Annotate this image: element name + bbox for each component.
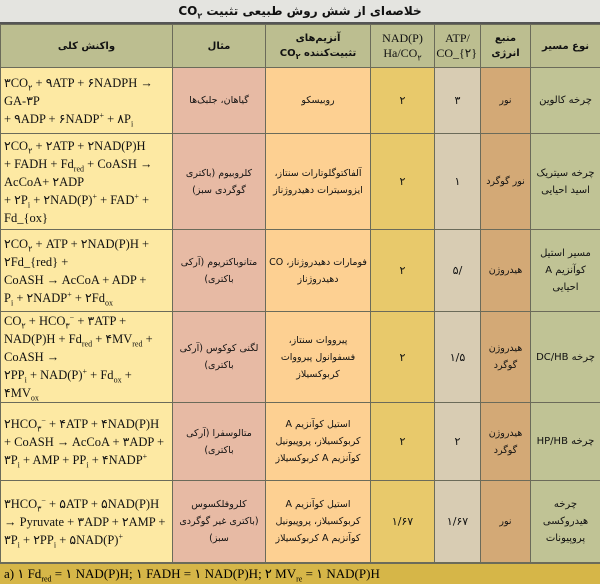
cell-energy: هیدروژن گوگرد: [481, 312, 531, 403]
cell-enzymes: فومارات دهیدروژناز، CO دهیدروژناز: [266, 230, 371, 312]
cell-example: گیاهان، جلبک‌ها: [173, 68, 266, 134]
reaction-line: $۳P_i$ + AMP + $PP_i$ + ۴NADP+: [4, 451, 148, 469]
header-enzymes: آنزیم‌های تثبیت‌کننده $CO_۲$: [266, 25, 371, 68]
cell-path: مسیر استیل کوآنزیم A احیایی: [531, 230, 600, 312]
cell-nad: ۲: [371, 68, 435, 134]
reaction-line: Fd_{ox}: [4, 210, 48, 225]
cell-reaction: [1, 481, 173, 563]
table-row: [1, 134, 600, 230]
reaction-line: $P_i$ + ۲NADP+ + $۲Fd_{ox}$: [4, 289, 113, 307]
cell-reaction: [1, 230, 173, 312]
cell-enzymes: روبیسکو: [266, 68, 371, 134]
cell-enzymes: استیل کوآنزیم A کربوکسیلاز، پروپیونیل کوآنزیم A کربوکسیلاز: [266, 481, 371, 563]
header-reaction: واکنش کلی: [1, 25, 173, 68]
cell-example: کلروفلکسوس (باکتری غیر گوگردی سبز): [173, 481, 266, 563]
cell-nad: ۱/۶۷: [371, 481, 435, 563]
reaction-line: $۲CO_۲$ + ATP + ۲NAD(P)H +: [4, 236, 150, 253]
cell-atp: ۱/۵: [435, 312, 481, 403]
reaction-line: $۲HCO_۳^-$ + ۴ATP + ۴NAD(P)H: [4, 415, 160, 433]
cell-reaction: [1, 312, 173, 403]
cell-example: متانوباکتریوم (آرکی باکتری): [173, 230, 266, 312]
cell-enzymes: پیرووات سنتاز، فسفوانول پیرووات کربوکسیلاز: [266, 312, 371, 403]
cell-path: چرخه هیدروکسی پروپیونات: [531, 481, 600, 563]
cell-nad: ۲: [371, 134, 435, 230]
header-path: نوع مسیر: [531, 25, 600, 68]
reaction-line: $۳CO_۲$ + ۹ATP + ۶NADPH →: [4, 75, 153, 92]
cell-energy: هیدروژن: [481, 230, 531, 312]
cell-reaction: [1, 68, 173, 134]
reaction-line: $۳P_i$ + $۲PP_i$ + ۵NAD(P)+: [4, 531, 123, 549]
cell-atp: ۳: [435, 68, 481, 134]
cell-example: متالوسفرا (آرکی باکتری): [173, 403, 266, 481]
cell-atp: ۱: [435, 134, 481, 230]
reaction-line: + CoASH → AcCoA + ۳ADP +: [4, 434, 165, 449]
cell-nad: ۲: [371, 403, 435, 481]
table-row: [1, 403, 600, 481]
reaction-line: GA-۳P: [4, 93, 40, 108]
cell-example: کلروبیوم (باکتری گوگردی سبز): [173, 134, 266, 230]
table-row: [1, 481, 600, 563]
reaction-line: → Pyruvate + ۳ADP + ۲AMP +: [4, 514, 166, 529]
cell-energy: نور: [481, 481, 531, 563]
header-example: مثال: [173, 25, 266, 68]
cell-reaction: [1, 403, 173, 481]
header-energy: منبع انرژی: [481, 25, 531, 68]
cell-nad: ۲: [371, 312, 435, 403]
cell-reaction: [1, 134, 173, 230]
cell-energy: نور گوگرد: [481, 134, 531, 230]
reaction-line: CoASH →: [4, 350, 60, 364]
cell-path: چرخه کالوین: [531, 68, 600, 134]
reaction-line: + $۲P_i$ + ۲NAD(P)+ + FAD+ +: [4, 191, 150, 209]
reaction-line: ۲Fd_{red} +: [4, 254, 69, 269]
cell-atp: /۵: [435, 230, 481, 312]
cell-nad: ۲: [371, 230, 435, 312]
footnote: a) ۱ $Fd_{red}$ = ۱ NAD(P)H; ۱ FADH = ۱ NAD(P)H; ۲ $MV_{re}$ = ۱ NAD(P)H: [0, 563, 600, 584]
cell-enzymes: استیل کوآنزیم A کربوکسیلاز، پروپیونیل کوآنزیم A کربوکسیلاز: [266, 403, 371, 481]
header-atp: ATP/ CO_{۲}: [435, 25, 481, 68]
reaction-line: $۳HCO_۳^-$ + ۵ATP + ۵NAD(P)H: [4, 495, 160, 513]
reaction-line: CoASH → AcCoA + ADP +: [4, 272, 147, 287]
cell-path: چرخه DC/HB: [531, 312, 600, 403]
cell-path: چرخه سیتریک اسید احیایی: [531, 134, 600, 230]
header-nad: NAD(P) $Ha/CO_۲$: [371, 25, 435, 68]
cell-atp: ۱/۶۷: [435, 481, 481, 563]
reaction-line: + FADH + $Fd_{red}$ + CoASH →: [4, 156, 153, 173]
header-row: [1, 25, 600, 68]
cell-enzymes: آلفاکتوگلوتارات سنتاز، ایزوسیترات دهیدروژناز: [266, 134, 371, 230]
cell-energy: نور: [481, 68, 531, 134]
reaction-line: AcCoA+ ۲ADP: [4, 174, 85, 189]
reaction-line: $NAD(P)H + Fd_{red}$ + $۴MV_{red}$ +: [4, 332, 153, 349]
co2-fixation-table: [0, 24, 600, 563]
table-row: [1, 68, 600, 134]
cell-example: لگنی کوکوس (آرکی باکتری): [173, 312, 266, 403]
reaction-line: $CO_۲ + HCO_۳^-$ + ۳ATP +: [4, 312, 127, 331]
table-row: [1, 230, 600, 312]
cell-atp: ۲: [435, 403, 481, 481]
reaction-line: $۲PP_i + NAD(P)^+ + Fd_{ox}$ + $۴MV_{ox}$: [4, 366, 132, 403]
reaction-line: $۲CO_۲$ + ۲ATP + ۲NAD(P)H: [4, 138, 146, 155]
table-title: خلاصه‌ای از شش روش طبیعی تثبیت $CO_۲$: [0, 0, 600, 24]
reaction-line: + ۹ADP + ۶NADP+ + $۸P_i$: [4, 110, 134, 128]
cell-path: چرخه HP/HB: [531, 403, 600, 481]
table-row: [1, 312, 600, 403]
cell-energy: هیدروژن گوگرد: [481, 403, 531, 481]
